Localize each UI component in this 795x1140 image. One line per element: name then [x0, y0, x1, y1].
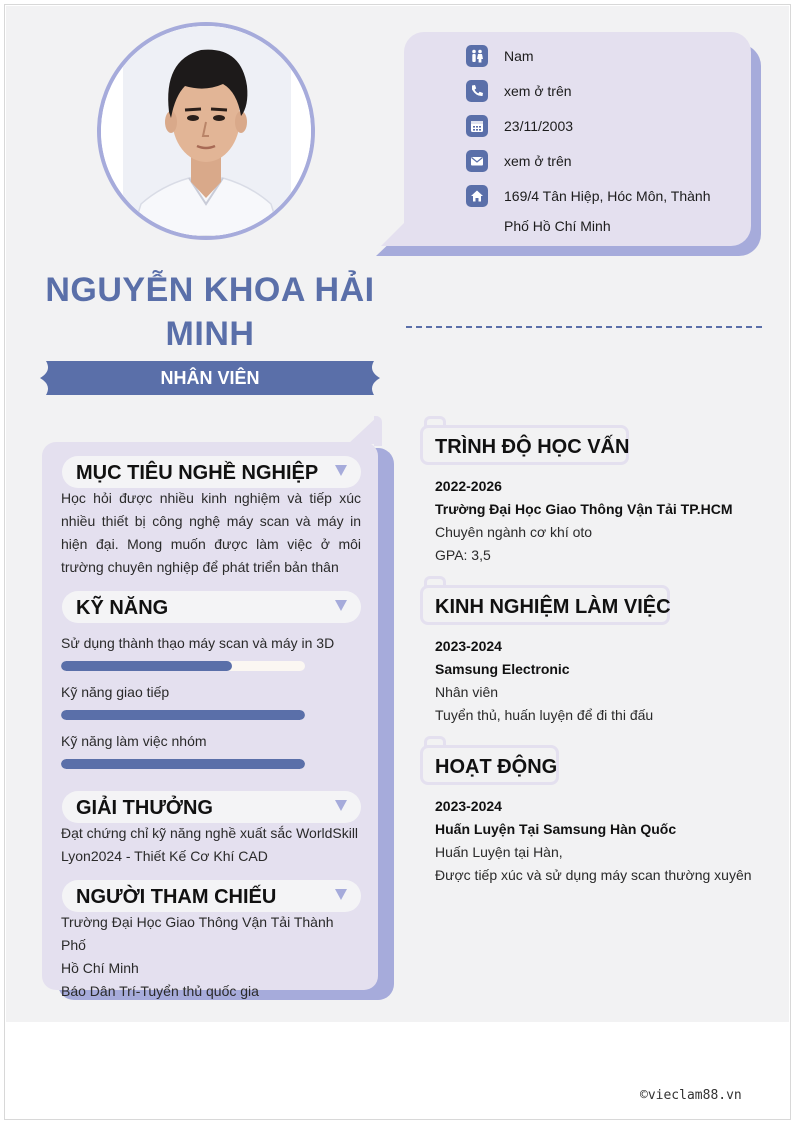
references-text	[61, 911, 361, 1003]
activities-line-2: Được tiếp xúc và sử dụng máy scan thường xuyên	[435, 867, 752, 883]
objective-title: MỤC TIÊU NGHỀ NGHIỆP	[76, 462, 319, 484]
reference-line-1: Trường Đại Học Giao Thông Vận Tải Thành Phố	[61, 914, 334, 953]
footer-watermark: ©vieclam88.vn	[640, 1088, 742, 1103]
experience-heading	[420, 585, 670, 625]
activities-line-1: Huấn Luyện tại Hàn,	[435, 844, 563, 860]
awards-line-1: Đạt chứng chỉ kỹ năng nghề xuất sắc WorldSkill	[61, 825, 359, 841]
email-value: xem ở trên	[504, 153, 572, 169]
activities-title: HOẠT ĐỘNG	[435, 756, 558, 778]
reference-line-3: Báo Dân Trí-Tuyển thủ quốc gia	[61, 983, 259, 999]
skill-label: Sử dụng thành thạo máy scan và máy in 3D	[61, 635, 335, 651]
home-icon	[466, 185, 488, 207]
skill-bar	[61, 661, 305, 671]
info-bubble-tail	[381, 186, 441, 246]
name-line-1: NGUYỄN KHOA HẢI	[45, 271, 375, 309]
skill-label: Kỹ năng giao tiếp	[61, 684, 170, 700]
activities-period: 2023-2024	[435, 798, 502, 814]
experience-entry	[435, 635, 765, 727]
experience-position: Nhân viên	[435, 684, 499, 700]
education-title: TRÌNH ĐỘ HỌC VẤN	[435, 436, 630, 458]
calendar-icon	[466, 115, 488, 137]
objective-heading	[62, 456, 361, 488]
chevron-down-icon	[335, 465, 347, 476]
skills-heading	[62, 591, 361, 623]
birthday-value: 23/11/2003	[504, 118, 574, 134]
objective-text: Học hỏi được nhiều kinh nghiệm và tiếp xúc nhiều thiết bị công nghệ máy scan và máy in hiện đại. Mong muốn được làm việc ở môi trường chuyên nghiệp để phát triển bản thân	[61, 490, 361, 575]
skill-label: Kỹ năng làm việc nhóm	[61, 733, 207, 749]
education-heading	[420, 425, 629, 465]
info-birthday	[466, 115, 719, 141]
skill-bar-fill	[61, 710, 305, 720]
role-ribbon	[40, 361, 380, 395]
skill-bar	[61, 759, 305, 769]
activities-name: Huấn Luyện Tại Samsung Hàn Quốc	[435, 821, 677, 837]
awards-text	[61, 822, 361, 868]
experience-company: Samsung Electronic	[435, 661, 570, 677]
skills-title: KỸ NĂNG	[76, 597, 169, 619]
header-divider	[406, 326, 762, 328]
chevron-down-icon	[335, 889, 347, 900]
education-period: 2022-2026	[435, 478, 502, 494]
awards-heading	[62, 791, 361, 823]
experience-description: Tuyển thủ, huấn luyện để đi thi đấu	[435, 707, 654, 723]
education-school: Trường Đại Học Giao Thông Vận Tải TP.HCM	[435, 501, 733, 517]
chevron-down-icon	[335, 600, 347, 611]
references-title: NGƯỜI THAM CHIẾU	[76, 886, 277, 908]
phone-icon	[466, 80, 488, 102]
activities-heading	[420, 745, 559, 785]
reference-line-2: Hồ Chí Minh	[61, 960, 139, 976]
skill-bar	[61, 710, 305, 720]
address-line-1: 169/4 Tân Hiệp, Hóc Môn, Thành	[504, 188, 711, 204]
address-value	[504, 181, 719, 241]
skill-bar-fill	[61, 661, 232, 671]
activities-entry	[435, 795, 765, 887]
info-email	[466, 150, 719, 176]
awards-title: GIẢI THƯỞNG	[76, 797, 213, 819]
info-phone	[466, 80, 719, 106]
education-major: Chuyên ngành cơ khí oto	[435, 524, 593, 540]
education-gpa: GPA: 3,5	[435, 547, 491, 563]
references-heading	[62, 880, 361, 912]
skill-bar-fill	[61, 759, 305, 769]
experience-period: 2023-2024	[435, 638, 502, 654]
name-line-2: MINH	[165, 315, 255, 353]
education-entry	[435, 475, 765, 567]
candidate-name	[40, 268, 380, 356]
email-icon	[466, 150, 488, 172]
chevron-down-icon	[335, 800, 347, 811]
info-address	[466, 185, 719, 241]
info-gender	[466, 45, 719, 71]
awards-line-2: Lyon2024 - Thiết Kế Cơ Khí CAD	[61, 848, 268, 864]
role-title: NHÂN VIÊN	[160, 368, 260, 388]
left-panel-tail-tip	[374, 416, 382, 446]
phone-value: xem ở trên	[504, 83, 572, 99]
gender-icon	[466, 45, 488, 67]
experience-title: KINH NGHIỆM LÀM VIỆC	[435, 596, 671, 618]
address-line-2: Phố Hồ Chí Minh	[504, 218, 611, 234]
avatar	[97, 22, 315, 240]
gender-value: Nam	[504, 48, 534, 64]
